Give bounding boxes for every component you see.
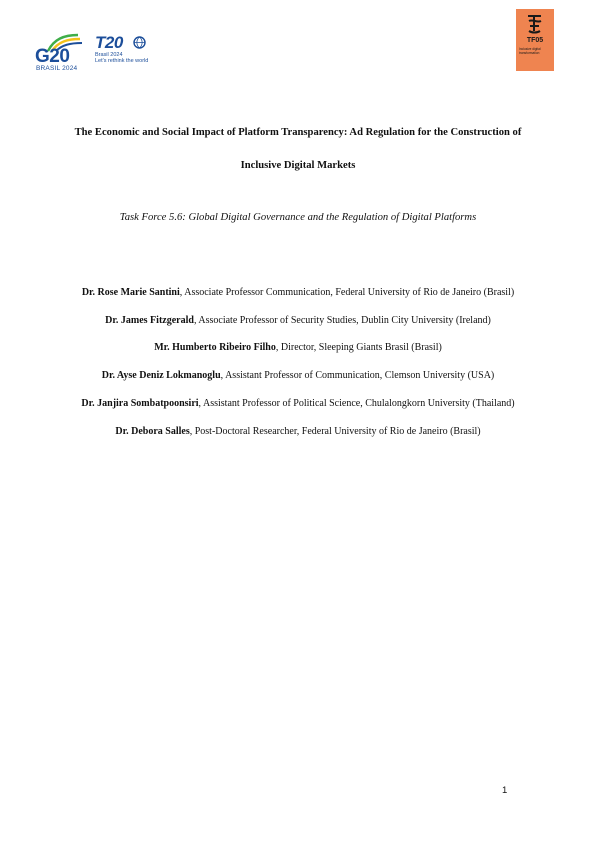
author-entry xyxy=(70,334,526,362)
author-name: Mr. Humberto Ribeiro Filho xyxy=(154,342,276,354)
author-name: Dr. Rose Marie Santini xyxy=(81,287,180,298)
g20-logo-text: G20 xyxy=(35,46,70,67)
t20-logo-text: T20 xyxy=(95,33,123,52)
author-affiliation: , Associate Professor Communication, Federal University of Rio de Janeiro (Brasil) xyxy=(179,287,515,298)
tf05-mark-icon xyxy=(525,13,545,35)
author-entry xyxy=(70,307,526,335)
author-entry xyxy=(70,279,526,307)
tf05-logo xyxy=(516,9,554,71)
author-affiliation: , Associate Professor of Security Studies, Dublin City University (Ireland) xyxy=(193,314,491,326)
t20-logo-line1: Brasil 2024 xyxy=(95,52,123,58)
author-entry xyxy=(70,390,526,418)
author-entry xyxy=(70,418,526,446)
author-entry xyxy=(70,362,526,390)
author-affiliation: , Assistant Professor of Political Science, Chulalongkorn University (Thailand) xyxy=(198,397,515,409)
tf05-code: TF05 xyxy=(526,37,544,44)
page-number: 1 xyxy=(502,785,508,796)
t20-logo-line2: Let's rethink the world xyxy=(95,58,149,64)
author-affiliation: , Assistant Professor of Communication, Clemson University (USA) xyxy=(220,370,495,382)
author-name: Dr. Janjira Sombatpoonsiri xyxy=(81,397,199,409)
author-affiliation: , Director, Sleeping Giants Brasil (Brasil) xyxy=(275,342,442,354)
g20-logo xyxy=(34,33,84,73)
paper-title: The Economic and Social Impact of Platform Transparency: Ad Regulation for the Construction of Inclusive Digital Markets xyxy=(74,127,522,171)
task-force-subtitle: Task Force 5.6: Global Digital Governance and the Regulation of Digital Platforms xyxy=(119,212,477,223)
author-affiliation: , Post-Doctoral Researcher, Federal University of Rio de Janeiro (Brasil) xyxy=(189,425,481,437)
tf05-description: Inclusive digital transformation xyxy=(519,47,541,55)
author-name: Dr. James Fitzgerald xyxy=(105,314,194,326)
author-name: Dr. Ayse Deniz Lokmanoglu xyxy=(101,370,221,382)
t20-logo xyxy=(92,35,152,69)
globe-icon xyxy=(133,36,146,49)
author-name: Dr. Debora Salles xyxy=(115,425,190,437)
g20-logo-subtitle: BRASIL 2024 xyxy=(36,65,78,72)
author-list xyxy=(70,279,526,445)
